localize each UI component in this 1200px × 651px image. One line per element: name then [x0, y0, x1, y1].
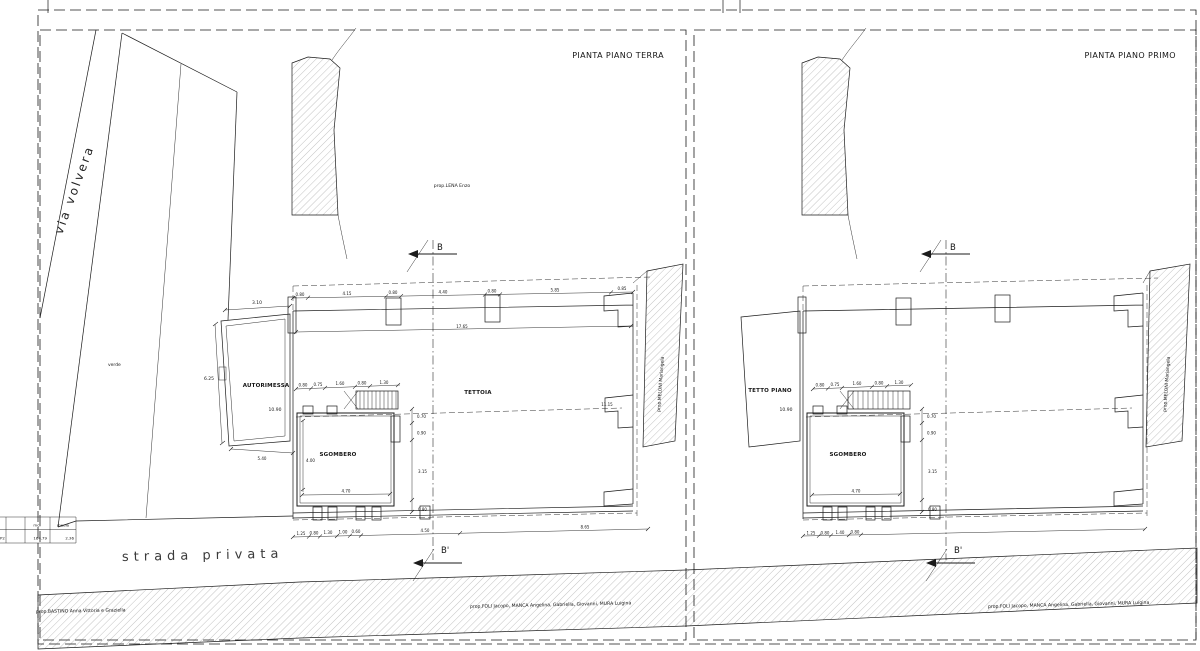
dim-label: 0.90	[417, 430, 426, 436]
table-value-mc: 164.79	[33, 535, 47, 541]
parcel-lines	[40, 30, 293, 527]
storage-plan	[297, 406, 430, 520]
dim-label: 4.50	[420, 527, 430, 533]
flat-roof-parcel	[741, 311, 800, 447]
storage-height-dim: 4.00	[306, 458, 315, 463]
section-letter-top-primo: B	[950, 243, 956, 253]
plot-bottom-dim: 5.40	[257, 456, 267, 461]
owner-meloni-label: prop.MELONI Mariangela	[657, 356, 666, 413]
road-band	[35, 548, 1197, 649]
dim-label: 1.30	[379, 379, 389, 385]
verde-label: verde	[108, 363, 121, 368]
canopy-span-dim: 11.15	[601, 402, 613, 407]
dim-label: 0.70	[927, 414, 936, 419]
dim-label: 3.15	[418, 469, 427, 474]
owner-lena-label: prop.LENA Enzo	[433, 184, 471, 189]
section-line-b-primo	[920, 240, 975, 581]
dim-label: 0.75	[830, 382, 840, 387]
table-row-label: P2	[0, 535, 5, 541]
total-width-dim: 17.65	[456, 324, 468, 329]
dim-label: 1.25	[806, 530, 816, 536]
building-plan-primo	[798, 278, 1158, 520]
dim-label: 0.70	[417, 414, 426, 419]
dim-label: 8.65	[580, 524, 590, 530]
storage-room-label: SGOMBERO	[319, 452, 357, 458]
flat-roof-note-dim: 10.90	[779, 408, 793, 413]
dim-label: 0.80	[874, 380, 884, 386]
dim-label: 3.15	[928, 469, 937, 474]
canopy-room-label: TETTOIA	[464, 390, 492, 396]
dim-label: 1.40	[835, 530, 845, 535]
dim-label: 0.75	[313, 382, 323, 387]
section-line-b	[407, 240, 462, 581]
street-name-via-volvera: via volvera	[51, 143, 97, 237]
dim-label: 0.80	[309, 530, 319, 536]
stairs-primo	[811, 380, 913, 409]
panel-piano-primo	[741, 28, 1190, 610]
road-hatch-area	[35, 548, 1197, 649]
dim-label: 0.80	[418, 507, 427, 512]
dim-label: 0.80	[388, 290, 398, 296]
dim-label: 0.80	[298, 382, 308, 388]
panel-terra-title: PIANTA PIANO TERRA	[572, 51, 664, 60]
panel-terra-border	[40, 30, 686, 640]
owner-meloni-label-primo: prop.MELONI Mariangela	[1163, 356, 1172, 413]
dim-label: 4.40	[438, 289, 448, 295]
neighbour-building-hatch-primo	[802, 28, 866, 259]
dim-label: 0.80	[357, 380, 367, 386]
fold-marks	[48, 0, 740, 13]
dim-label: 1.00	[338, 529, 348, 535]
storage-plan-primo	[807, 406, 940, 520]
dim-label: 0.85	[617, 286, 627, 291]
panel-primo-border	[694, 30, 1196, 640]
table-header-media: media	[56, 522, 70, 528]
plot-left-dim: 6.25	[203, 377, 215, 382]
dim-label: 0.80	[928, 507, 937, 512]
neighbour-building-hatch	[292, 28, 356, 259]
street-private-label: strada privata	[121, 546, 284, 565]
table-value-media: 2.36	[65, 535, 74, 541]
bottom-dimension-row-primo	[801, 527, 1147, 538]
plot-top-dim: 3.10	[251, 301, 263, 306]
garage-plan	[204, 300, 295, 461]
storage-room-label-primo: SGOMBERO	[829, 452, 867, 458]
building-plan-terra	[288, 277, 651, 520]
owner-bastino-label: prop.BASTINO Anna Vittoria e Graziella	[35, 608, 126, 615]
garage-room-label: AUTORIMESSA	[242, 383, 290, 389]
table-header-mc: mc.	[33, 522, 41, 528]
dim-label: 0.80	[820, 530, 830, 536]
section-letter-top: B	[437, 243, 443, 253]
stairs	[294, 380, 400, 409]
meloni-strip	[633, 264, 683, 447]
dim-label: 1.60	[852, 381, 862, 387]
panel-piano-terra	[36, 28, 683, 615]
dim-label: 0.80	[815, 382, 825, 388]
dim-label: 0.80	[850, 529, 860, 535]
dim-label: 0.80	[295, 292, 305, 297]
bottom-dimension-row	[291, 525, 650, 539]
storage-width-dim-primo: 4.70	[851, 488, 861, 494]
dim-label: 4.15	[342, 291, 352, 296]
dim-label: 1.30	[323, 529, 333, 535]
section-letter-bottom: B'	[441, 546, 450, 556]
storage-width-dim: 4.70	[341, 488, 351, 494]
dim-label: 1.60	[335, 381, 345, 387]
owner-foli-label-primo: prop.FOLI Jacopo, MANCA Angelina, Gabriella, Giovanni, MURA Luigina	[987, 600, 1150, 610]
dim-label: 0.60	[351, 529, 361, 535]
owner-foli-label-terra: prop.FOLI Jacopo, MANCA Angelina, Gabriella, Giovanni, MURA Luigina	[469, 601, 632, 610]
dim-label: 5.85	[550, 287, 560, 293]
garage-note-dim: 10.90	[268, 408, 282, 413]
meloni-strip-primo	[1143, 264, 1190, 447]
dim-label: 1.30	[894, 379, 904, 385]
dim-label: 1.25	[296, 530, 306, 536]
dim-label: 0.90	[927, 430, 936, 436]
dim-label: 0.80	[487, 288, 497, 294]
section-letter-bottom-primo: B'	[954, 546, 963, 556]
flat-roof-label: TETTO PIANO	[748, 388, 792, 394]
panel-primo-title: PIANTA PIANO PRIMO	[1084, 51, 1176, 60]
